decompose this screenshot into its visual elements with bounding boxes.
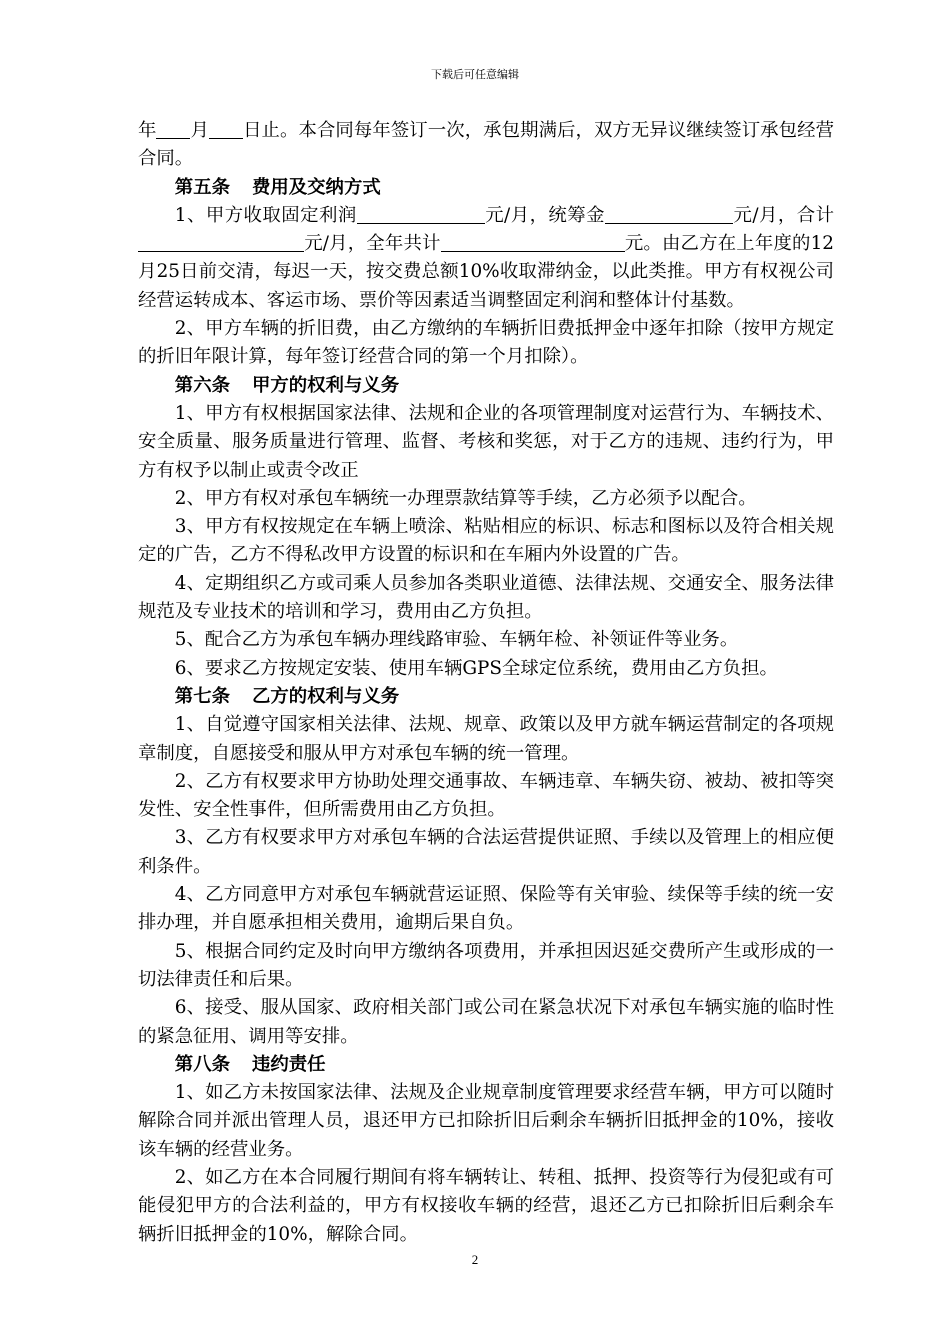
blank-field bbox=[156, 120, 190, 139]
article-number: 第七条 bbox=[174, 685, 230, 707]
article-5-heading bbox=[138, 174, 834, 202]
article-5-item-1 bbox=[138, 202, 834, 315]
article-number: 第八条 bbox=[174, 1053, 230, 1075]
continuation-paragraph bbox=[138, 117, 834, 174]
text-segment: 元/月，全年共计 bbox=[304, 233, 441, 255]
blank-field bbox=[138, 233, 304, 252]
article-6-item: 4、定期组织乙方或司乘人员参加各类职业道德、法律法规、交通安全、服务法律规范及专业技术的培训和学习，费用由乙方负担。 bbox=[138, 572, 834, 623]
article-7-item: 3、乙方有权要求甲方对承包车辆的合法运营提供证照、手续以及管理上的相应便利条件。 bbox=[138, 827, 834, 877]
article-6-item: 2、甲方有权对承包车辆统一办理票款结算等手续，乙方必须予以配合。 bbox=[174, 487, 757, 509]
article-title: 甲方的权利与义务 bbox=[251, 374, 400, 396]
text-segment: 元。由乙方在上年度的12月25日前交清，每迟一天，按交费总额10%收取滞纳金，以此类推。甲方有权视公司经营运转成本、客运市场、票价等因素适当调整固定利润和整体计付基数。 bbox=[138, 233, 834, 311]
text-day-end: 日止。本合同每年签订一次，承包期满后，双方无异议继续签订承包经营合同。 bbox=[138, 120, 834, 170]
text-segment: 1、甲方收取固定利润 bbox=[174, 204, 357, 226]
article-6-item: 1、甲方有权根据国家法律、法规和企业的各项管理制度对运营行为、车辆技术、安全质量、服务质量进行管理、监督、考核和奖惩，对于乙方的违规、违约行为，甲方有权予以制止或责令改正 bbox=[138, 402, 834, 481]
article-8-item: 1、如乙方未按国家法律、法规及企业规章制度管理要求经营车辆，甲方可以随时解除合同并派出管理人员，退还甲方已扣除折旧后剩余车辆折旧抵押金的10%，接收该车辆的经营业务。 bbox=[138, 1082, 834, 1160]
blank-field bbox=[605, 205, 733, 224]
page-number: 2 bbox=[471, 1252, 479, 1267]
article-8-item: 2、如乙方在本合同履行期间有将车辆转让、转租、抵押、投资等行为侵犯或有可能侵犯甲方的合法利益的，甲方有权接收车辆的经营，退还乙方已扣除折旧后剩余车辆折旧抵押金的10%，解除合同。 bbox=[138, 1166, 834, 1245]
text-segment: 元/月，合计 bbox=[733, 204, 835, 226]
article-7-item: 1、自觉遵守国家相关法律、法规、规章、政策以及甲方就车辆运营制定的各项规章制度，自愿接受和服从甲方对承包车辆的统一管理。 bbox=[138, 714, 834, 764]
blank-field bbox=[441, 233, 625, 252]
article-6-item: 5、配合乙方为承包车辆办理线路审验、车辆年检、补领证件等业务。 bbox=[174, 629, 739, 651]
article-title: 费用及交纳方式 bbox=[251, 176, 381, 198]
text-year: 年 bbox=[138, 120, 157, 141]
page-header: 下载后可任意编辑 bbox=[431, 68, 519, 81]
article-title: 违约责任 bbox=[251, 1053, 326, 1075]
text-month: 月 bbox=[190, 120, 210, 141]
article-6-item: 3、甲方有权按规定在车辆上喷涂、粘贴相应的标识、标志和图标以及符合相关规定的广告，乙方不得私改甲方设置的标识和在车厢内外设置的广告。 bbox=[138, 516, 834, 566]
article-6-item: 6、要求乙方按规定安装、使用车辆GPS全球定位系统，费用由乙方负担。 bbox=[174, 657, 778, 679]
article-number: 第五条 bbox=[174, 176, 230, 198]
article-title: 乙方的权利与义务 bbox=[251, 685, 400, 707]
article-7-item: 5、根据合同约定及时向甲方缴纳各项费用，并承担因迟延交费所产生或形成的一切法律责任和后果。 bbox=[138, 940, 834, 990]
contract-body bbox=[138, 117, 834, 1249]
text-segment: 元/月，统筹金 bbox=[484, 204, 606, 226]
article-6-heading bbox=[138, 372, 834, 400]
article-7-item: 4、乙方同意甲方对承包车辆就营运证照、保险等有关审验、续保等手续的统一安排办理，并自愿承担相关费用，逾期后果自负。 bbox=[138, 884, 834, 934]
article-7-heading bbox=[138, 683, 834, 711]
article-7-item: 2、乙方有权要求甲方协助处理交通事故、车辆违章、车辆失窃、被劫、被扣等突发性、安全性事件，但所需费用由乙方负担。 bbox=[138, 770, 834, 821]
blank-field bbox=[209, 120, 243, 139]
blank-field bbox=[357, 205, 485, 224]
article-7-item: 6、接受、服从国家、政府相关部门或公司在紧急状况下对承包车辆实施的临时性的紧急征用、调用等安排。 bbox=[138, 997, 834, 1047]
article-8-heading bbox=[138, 1051, 834, 1079]
article-number: 第六条 bbox=[174, 374, 230, 396]
article-5-item-2: 2、甲方车辆的折旧费，由乙方缴纳的车辆折旧费抵押金中逐年扣除（按甲方规定的折旧年限计算，每年签订经营合同的第一个月扣除）。 bbox=[138, 318, 834, 368]
